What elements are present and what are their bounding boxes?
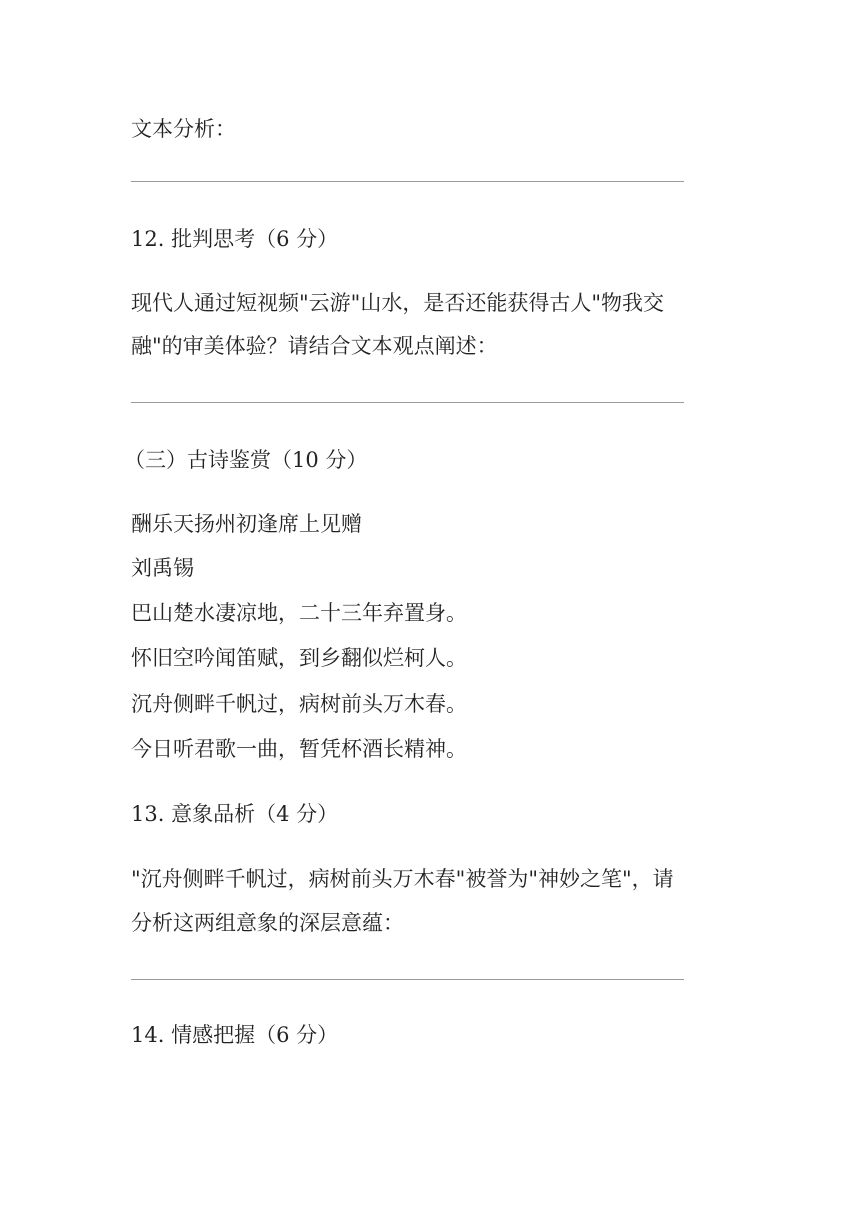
poem-title: 酬乐天扬州初逢席上见赠 [131, 512, 362, 536]
text-analysis-label: 文本分析： [131, 117, 236, 141]
section-3-heading: （三）古诗鉴赏（10 分） [124, 448, 368, 472]
answer-line [131, 979, 684, 980]
answer-line [131, 402, 684, 403]
question-12-prompt-line-2: 融"的审美体验？请结合文本观点阐述： [131, 334, 498, 358]
poem-line: 今日听君歌一曲，暂凭杯酒长精神。 [131, 737, 467, 761]
question-13-title: 13. 意象品析（4 分） [131, 802, 339, 826]
poem-author: 刘禹锡 [131, 556, 194, 580]
poem-line: 巴山楚水凄凉地，二十三年弃置身。 [131, 601, 467, 625]
question-14-title: 14. 情感把握（6 分） [131, 1023, 339, 1047]
answer-line [131, 181, 684, 182]
question-13-prompt-line-2: 分析这两组意象的深层意蕴： [131, 911, 404, 935]
poem-line: 怀旧空吟闻笛赋，到乡翻似烂柯人。 [131, 646, 467, 670]
question-12-title: 12. 批判思考（6 分） [131, 227, 339, 251]
question-12-prompt-line-1: 现代人通过短视频"云游"山水，是否还能获得古人"物我交 [131, 291, 664, 315]
question-13-prompt-line-1: "沉舟侧畔千帆过，病树前头万木春"被誉为"神妙之笔"，请 [131, 867, 674, 891]
poem-line: 沉舟侧畔千帆过，病树前头万木春。 [131, 692, 467, 716]
